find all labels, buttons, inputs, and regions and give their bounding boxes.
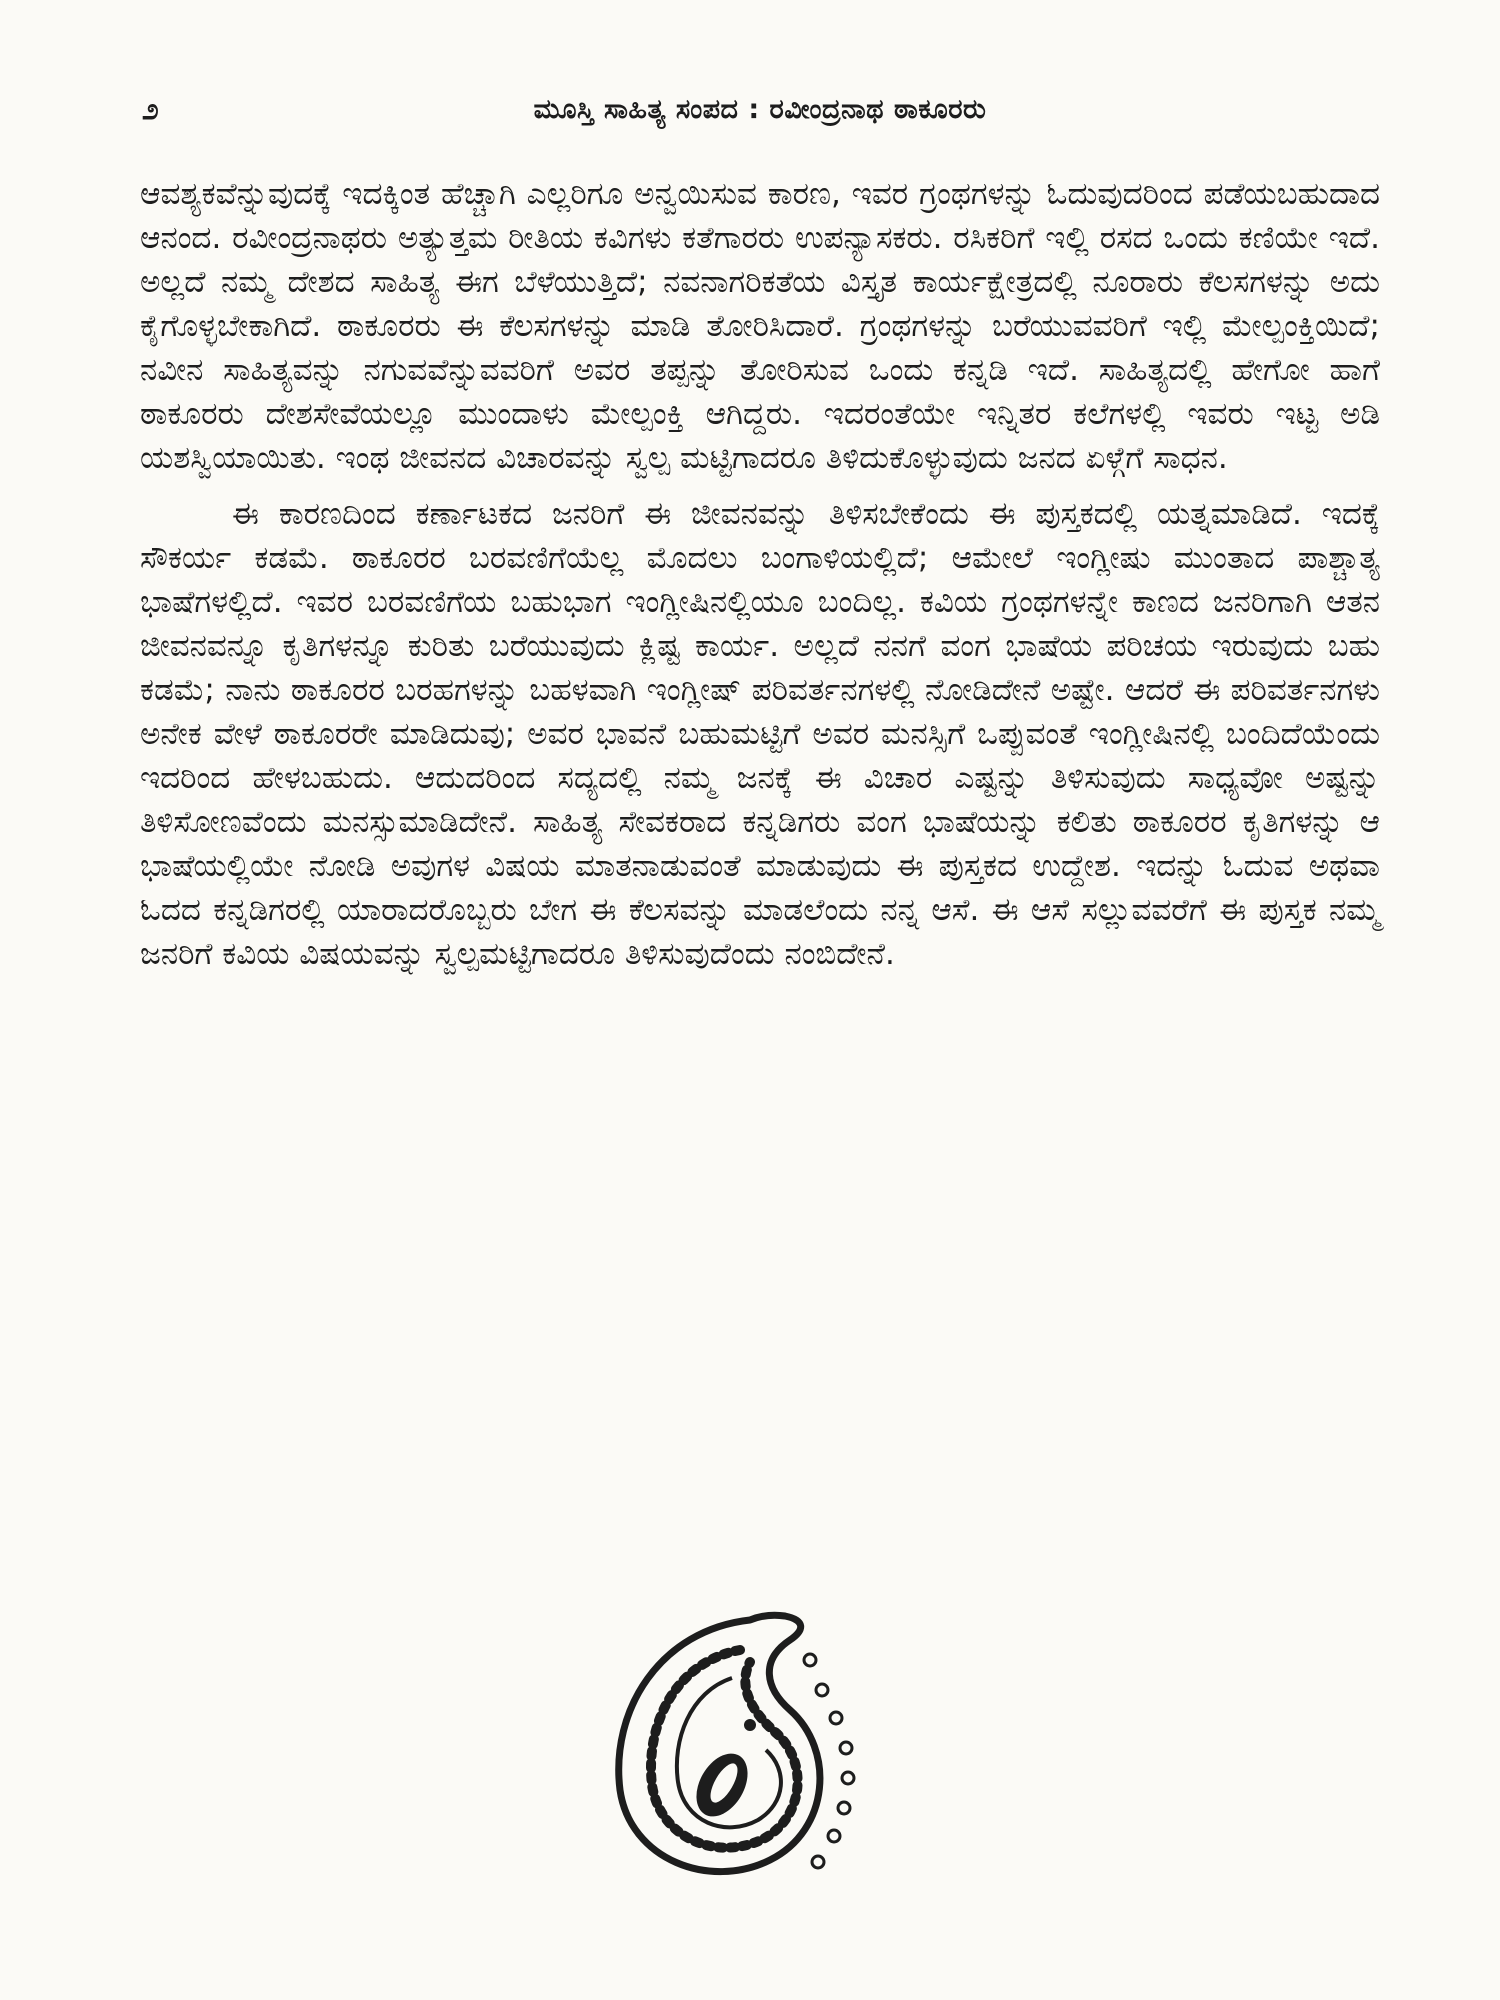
running-head: ಮೂಸ್ತಿ ಸಾಹಿತ್ಯ ಸಂಪದ : ರವೀಂದ್ರನಾಥ ಠಾಕೂರರು — [533, 94, 987, 125]
page-number: ೨ — [142, 92, 159, 127]
page-header — [140, 92, 1380, 132]
paisley-ornament-icon — [600, 1600, 860, 1900]
paragraph-1: ಆವಶ್ಯಕವೆನ್ನುವುದಕ್ಕೆ ಇದಕ್ಕಿಂತ ಹೆಚ್ಚಾಗಿ ಎಲ್ಲರಿಗೂ ಅನ್ವಯಿಸುವ ಕಾರಣ, ಇವರ ಗ್ರಂಥಗಳನ್ನು ಓದುವುದರಿಂದ ಪಡೆಯಬಹುದಾದ ಆನಂದ. ರವೀಂದ್ರನಾಥರು ಅತ್ಯುತ್ತಮ ರೀತಿಯ ಕವಿಗಳು ಕತೆಗಾರರು ಉಪನ್ಯಾಸಕರು. ರಸಿಕರಿಗೆ ಇಲ್ಲಿ ರಸದ ಒಂದು ಕಣಿಯೇ ಇದೆ. ಅಲ್ಲದೆ ನಮ್ಮ ದೇಶದ ಸಾಹಿತ್ಯ ಈಗ ಬೆಳೆಯುತ್ತಿದೆ; ನವನಾಗರಿಕತೆಯ ವಿಸ್ತೃತ ಕಾರ್ಯಕ್ಷೇತ್ರದಲ್ಲಿ ನೂರಾರು ಕೆಲಸಗಳನ್ನು ಅದು ಕೈಗೊಳ್ಳಬೇಕಾಗಿದೆ. ಠಾಕೂರರು ಈ ಕೆಲಸಗಳನ್ನು ಮಾಡಿ ತೋರಿಸಿದಾರೆ. ಗ್ರಂಥಗಳನ್ನು ಬರೆಯುವವರಿಗೆ ಇಲ್ಲಿ ಮೇಲ್ಪಂಕ್ತಿಯಿದೆ; ನವೀನ ಸಾಹಿತ್ಯವನ್ನು ನಗುವವೆನ್ನುವವರಿಗೆ ಅವರ ತಪ್ಪನ್ನು ತೋರಿಸುವ ಒಂದು ಕನ್ನಡಿ ಇದೆ. ಸಾಹಿತ್ಯದಲ್ಲಿ ಹೇಗೋ ಹಾಗೆ ಠಾಕೂರರು ದೇಶಸೇವೆಯಲ್ಲೂ ಮುಂದಾಳು ಮೇಲ್ಪಂಕ್ತಿ ಆಗಿದ್ದರು. ಇದರಂತೆಯೇ ಇನ್ನಿತರ ಕಲೆಗಳಲ್ಲಿ ಇವರು ಇಟ್ಟ ಅಡಿ ಯಶಸ್ವಿಯಾಯಿತು. ಇಂಥ ಜೀವನದ ವಿಚಾರವನ್ನು ಸ್ವಲ್ಪ ಮಟ್ಟಿಗಾದರೂ ತಿಳಿದುಕೊಳ್ಳುವುದು ಜನದ ಏಳ್ಗೆಗೆ ಸಾಧನ. — [140, 176, 1380, 476]
body-text — [140, 172, 1380, 988]
paragraph-2: ಈ ಕಾರಣದಿಂದ ಕರ್ಣಾಟಕದ ಜನರಿಗೆ ಈ ಜೀವನವನ್ನು ತಿಳಿಸಬೇಕೆಂದು ಈ ಪುಸ್ತಕದಲ್ಲಿ ಯತ್ನಮಾಡಿದೆ. ಇದಕ್ಕೆ ಸೌಕರ್ಯ ಕಡಮೆ. ಠಾಕೂರರ ಬರವಣಿಗೆಯೆಲ್ಲ ಮೊದಲು ಬಂಗಾಳಿಯಲ್ಲಿದೆ; ಆಮೇಲೆ ಇಂಗ್ಲೀಷು ಮುಂತಾದ ಪಾಶ್ಚಾತ್ಯ ಭಾಷೆಗಳಲ್ಲಿದೆ. ಇವರ ಬರವಣಿಗೆಯ ಬಹುಭಾಗ ಇಂಗ್ಲೀಷಿನಲ್ಲಿಯೂ ಬಂದಿಲ್ಲ. ಕವಿಯ ಗ್ರಂಥಗಳನ್ನೇ ಕಾಣದ ಜನರಿಗಾಗಿ ಆತನ ಜೀವನವನ್ನೂ ಕೃತಿಗಳನ್ನೂ ಕುರಿತು ಬರೆಯುವುದು ಕ್ಲಿಷ್ಟ ಕಾರ್ಯ. ಅಲ್ಲದೆ ನನಗೆ ವಂಗ ಭಾಷೆಯ ಪರಿಚಯ ಇರುವುದು ಬಹು ಕಡಮೆ; ನಾನು ಠಾಕೂರರ ಬರಹಗಳನ್ನು ಬಹಳವಾಗಿ ಇಂಗ್ಲೀಷ್ ಪರಿವರ್ತನಗಳಲ್ಲಿ ನೋಡಿದೇನೆ ಅಷ್ಟೇ. ಆದರೆ ಈ ಪರಿವರ್ತನಗಳು ಅನೇಕ ವೇಳೆ ಠಾಕೂರರೇ ಮಾಡಿದುವು; ಅವರ ಭಾವನೆ ಬಹುಮಟ್ಟಿಗೆ ಅವರ ಮನಸ್ಸಿಗೆ ಒಪ್ಪುವಂತೆ ಇಂಗ್ಲೀಷಿನಲ್ಲಿ ಬಂದಿದೆಯೆಂದು ಇದರಿಂದ ಹೇಳಬಹುದು. ಆದುದರಿಂದ ಸದ್ಯದಲ್ಲಿ ನಮ್ಮ ಜನಕ್ಕೆ ಈ ವಿಚಾರ ಎಷ್ಟನ್ನು ತಿಳಿಸುವುದು ಸಾಧ್ಯವೋ ಅಷ್ಟನ್ನು ತಿಳಿಸೋಣವೆಂದು ಮನಸ್ಸುಮಾಡಿದೇನೆ. ಸಾಹಿತ್ಯ ಸೇವಕರಾದ ಕನ್ನಡಿಗರು ವಂಗ ಭಾಷೆಯನ್ನು ಕಲಿತು ಠಾಕೂರರ ಕೃತಿಗಳನ್ನು ಆ ಭಾಷೆಯಲ್ಲಿಯೇ ನೋಡಿ ಅವುಗಳ ವಿಷಯ ಮಾತನಾಡುವಂತೆ ಮಾಡುವುದು ಈ ಪುಸ್ತಕದ ಉದ್ದೇಶ. ಇದನ್ನು ಓದುವ ಅಥವಾ ಓದದ ಕನ್ನಡಿಗರಲ್ಲಿ ಯಾರಾದರೊಬ್ಬರು ಬೇಗ ಈ ಕೆಲಸವನ್ನು ಮಾಡಲೆಂದು ನನ್ನ ಆಸೆ. ಈ ಆಸೆ ಸಲ್ಲುವವರೆಗೆ ಈ ಪುಸ್ತಕ ನಮ್ಮ ಜನರಿಗೆ ಕವಿಯ ವಿಷಯವನ್ನು ಸ್ವಲ್ಪಮಟ್ಟಿಗಾದರೂ ತಿಳಿಸುವುದೆಂದು ನಂಬಿದೇನೆ. — [140, 496, 1380, 972]
